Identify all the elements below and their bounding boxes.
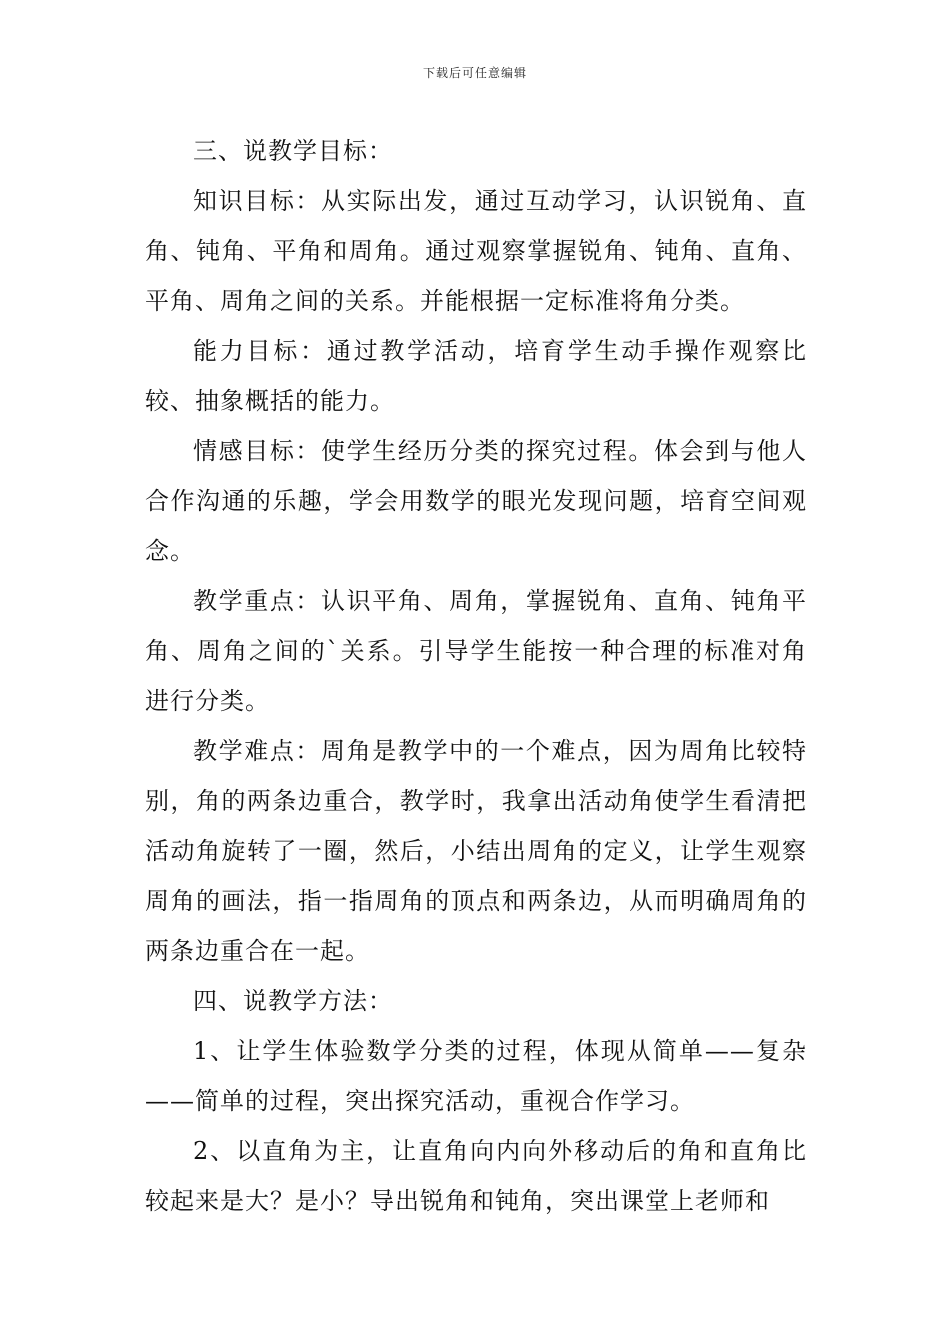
paragraph-knowledge-goal: 知识目标：从实际出发，通过互动学习，认识锐角、直角、钝角、平角和周角。通过观察掌握锐角、钝角、直角、平角、周角之间的关系。并能根据一定标准将角分类。 (145, 187, 807, 315)
paragraph-key-points: 教学重点：认识平角、周角，掌握锐角、直角、钝角平角、周角之间的`关系。引导学生能按一种合理的标准对角进行分类。 (145, 587, 807, 715)
paragraph-ability-goal: 能力目标：通过教学活动，培育学生动手操作观察比较、抽象概括的能力。 (145, 337, 807, 415)
page-header-note: 下载后可任意编辑 (422, 66, 527, 80)
paragraph-method-2: 2、以直角为主，让直角向内向外移动后的角和直角比较起来是大？是小？导出锐角和钝角，突出课堂上老师和 (145, 1137, 807, 1215)
paragraph-method-1: 1、让学生体验数学分类的过程，体现从简单——复杂——简单的过程，突出探究活动，重视合作学习。 (145, 1037, 807, 1115)
document-body (145, 126, 807, 1226)
section-heading-teaching-goals: 三、说教学目标： (193, 137, 393, 165)
paragraph-difficult-points: 教学难点：周角是教学中的一个难点，因为周角比较特别，角的两条边重合，教学时，我拿出活动角使学生看清把活动角旋转了一圈，然后，小结出周角的定义，让学生观察周角的画法，指一指周角的顶点和两条边，从而明确周角的两条边重合在一起。 (145, 737, 807, 965)
paragraph-emotion-goal: 情感目标：使学生经历分类的探究过程。体会到与他人合作沟通的乐趣，学会用数学的眼光发现问题，培育空间观念。 (145, 437, 807, 565)
section-heading-teaching-methods: 四、说教学方法： (193, 987, 393, 1015)
